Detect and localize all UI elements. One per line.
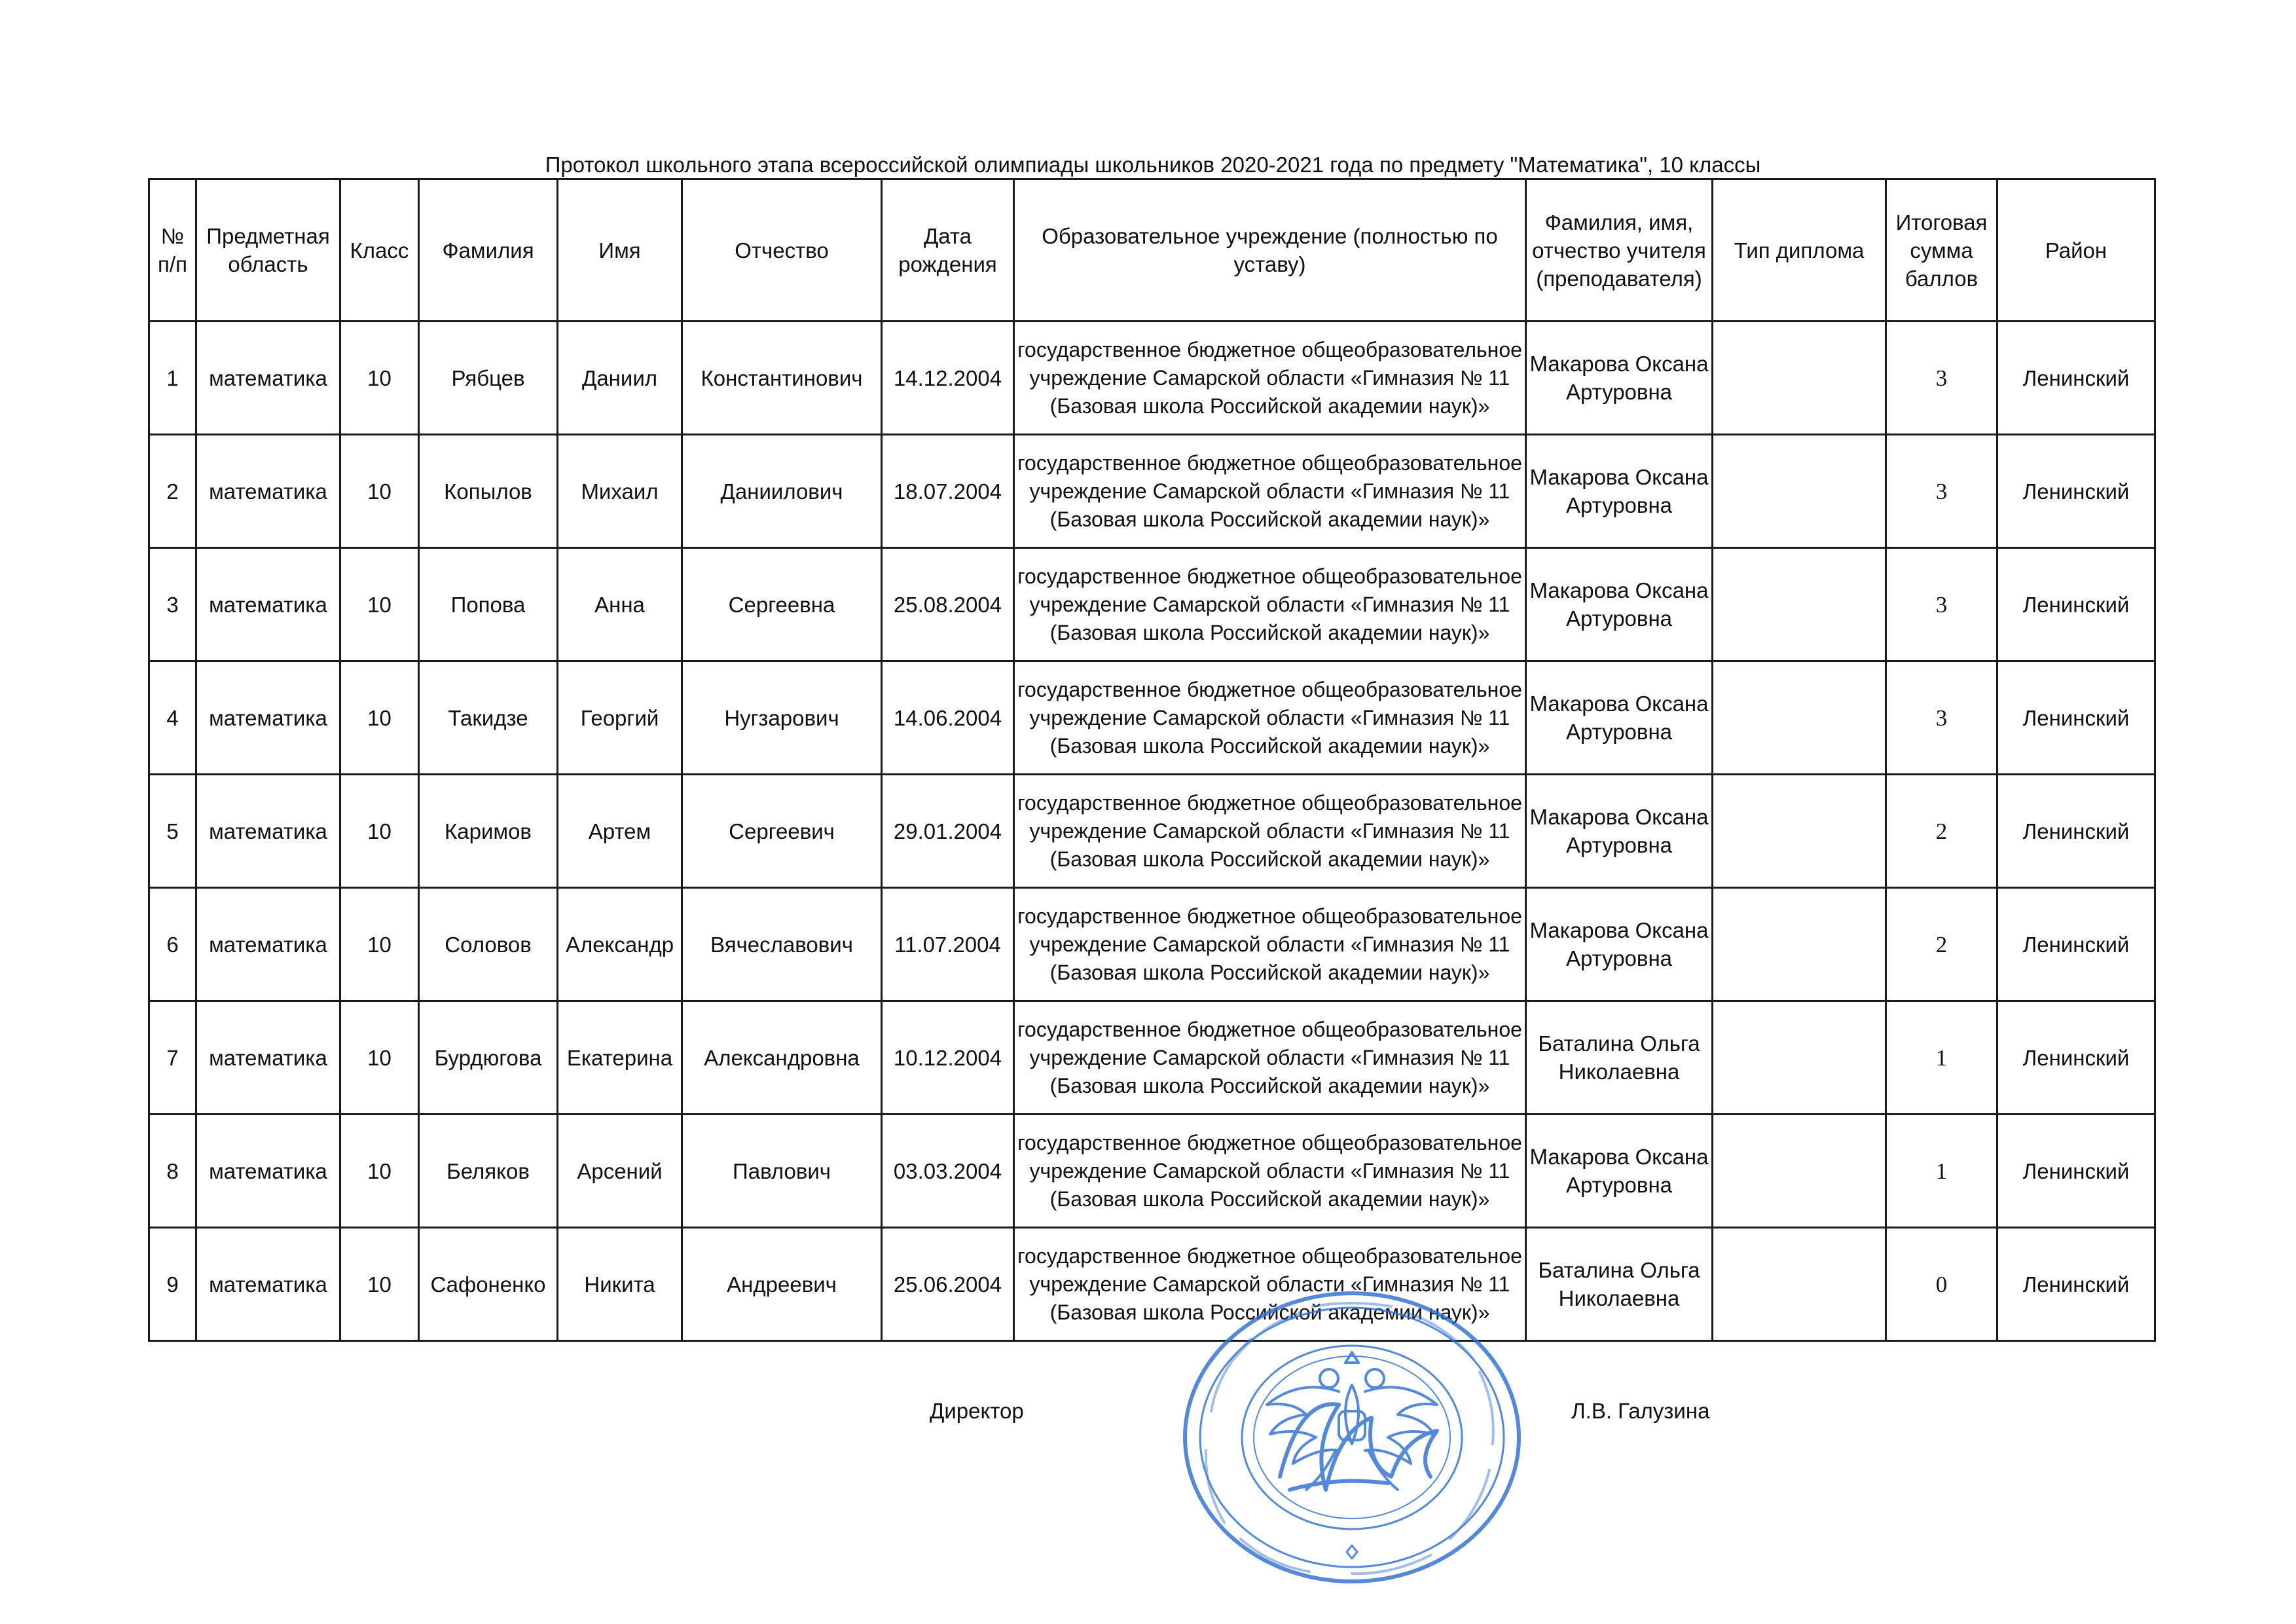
cell-name: Никита	[558, 1228, 682, 1341]
table-row	[149, 1228, 2155, 1341]
cell-grade: 10	[340, 1001, 419, 1115]
header-birthdate: Дата рождения	[882, 179, 1014, 322]
cell-teacher: Макарова Оксана Артуровна	[1526, 775, 1713, 888]
cell-school: государственное бюджетное общеобразовательное учреждение Самарской области «Гимназия № 11 (Базовая школа Российской академии наук)»	[1014, 888, 1526, 1001]
cell-grade: 10	[340, 548, 419, 661]
cell-number: 1	[149, 322, 196, 435]
header-diploma: Тип диплома	[1713, 179, 1886, 322]
header-score: Итоговая сумма баллов	[1886, 179, 1997, 322]
cell-score: 3	[1886, 435, 1997, 548]
cell-name: Георгий	[558, 661, 682, 775]
cell-subject: математика	[196, 661, 340, 775]
cell-surname: Каримов	[419, 775, 558, 888]
cell-number: 7	[149, 1001, 196, 1115]
cell-patronymic: Александровна	[682, 1001, 882, 1115]
table-row	[149, 1001, 2155, 1115]
cell-school: государственное бюджетное общеобразовательное учреждение Самарской области «Гимназия № 11 (Базовая школа Российской академии наук)»	[1014, 1228, 1526, 1341]
cell-name: Михаил	[558, 435, 682, 548]
cell-birthdate: 14.12.2004	[882, 322, 1014, 435]
cell-name: Александр	[558, 888, 682, 1001]
cell-patronymic: Вячеславович	[682, 888, 882, 1001]
cell-patronymic: Даниилович	[682, 435, 882, 548]
cell-teacher: Макарова Оксана Артуровна	[1526, 548, 1713, 661]
header-school: Образовательное учреждение (полностью по уставу)	[1014, 179, 1526, 322]
cell-patronymic: Андреевич	[682, 1228, 882, 1341]
cell-score: 0	[1886, 1228, 1997, 1341]
cell-number: 9	[149, 1228, 196, 1341]
cell-district: Ленинский	[1997, 1228, 2155, 1341]
cell-surname: Соловов	[419, 888, 558, 1001]
cell-diploma	[1713, 1228, 1886, 1341]
table-header-row	[149, 179, 2155, 322]
header-grade: Класс	[340, 179, 419, 322]
cell-score: 1	[1886, 1115, 1997, 1228]
cell-diploma	[1713, 775, 1886, 888]
cell-subject: математика	[196, 775, 340, 888]
cell-subject: математика	[196, 888, 340, 1001]
cell-name: Даниил	[558, 322, 682, 435]
cell-score: 2	[1886, 888, 1997, 1001]
cell-score: 3	[1886, 548, 1997, 661]
cell-birthdate: 03.03.2004	[882, 1115, 1014, 1228]
cell-number: 4	[149, 661, 196, 775]
cell-subject: математика	[196, 435, 340, 548]
cell-number: 2	[149, 435, 196, 548]
cell-patronymic: Павлович	[682, 1115, 882, 1228]
cell-grade: 10	[340, 888, 419, 1001]
cell-grade: 10	[340, 1228, 419, 1341]
cell-score: 3	[1886, 661, 1997, 775]
cell-surname: Копылов	[419, 435, 558, 548]
header-number: № п/п	[149, 179, 196, 322]
cell-subject: математика	[196, 322, 340, 435]
table-row	[149, 1115, 2155, 1228]
cell-subject: математика	[196, 1228, 340, 1341]
cell-patronymic: Константинович	[682, 322, 882, 435]
cell-grade: 10	[340, 1115, 419, 1228]
cell-patronymic: Нугзарович	[682, 661, 882, 775]
cell-birthdate: 25.08.2004	[882, 548, 1014, 661]
cell-district: Ленинский	[1997, 1001, 2155, 1115]
cell-name: Екатерина	[558, 1001, 682, 1115]
cell-patronymic: Сергеевич	[682, 775, 882, 888]
table-row	[149, 775, 2155, 888]
cell-birthdate: 10.12.2004	[882, 1001, 1014, 1115]
cell-district: Ленинский	[1997, 775, 2155, 888]
cell-school: государственное бюджетное общеобразовательное учреждение Самарской области «Гимназия № 11 (Базовая школа Российской академии наук)»	[1014, 435, 1526, 548]
header-district: Район	[1997, 179, 2155, 322]
cell-district: Ленинский	[1997, 661, 2155, 775]
header-patronymic: Отчество	[682, 179, 882, 322]
cell-diploma	[1713, 435, 1886, 548]
header-teacher: Фамилия, имя, отчество учителя (преподавателя)	[1526, 179, 1713, 322]
table-row	[149, 888, 2155, 1001]
cell-grade: 10	[340, 435, 419, 548]
cell-surname: Рябцев	[419, 322, 558, 435]
cell-number: 5	[149, 775, 196, 888]
cell-birthdate: 18.07.2004	[882, 435, 1014, 548]
cell-district: Ленинский	[1997, 548, 2155, 661]
cell-district: Ленинский	[1997, 322, 2155, 435]
cell-subject: математика	[196, 548, 340, 661]
cell-district: Ленинский	[1997, 1115, 2155, 1228]
signature-role: Директор	[930, 1399, 1024, 1423]
cell-birthdate: 11.07.2004	[882, 888, 1014, 1001]
cell-teacher: Макарова Оксана Артуровна	[1526, 322, 1713, 435]
header-subject: Предметная область	[196, 179, 340, 322]
cell-diploma	[1713, 1001, 1886, 1115]
cell-surname: Попова	[419, 548, 558, 661]
cell-diploma	[1713, 1115, 1886, 1228]
cell-teacher: Баталина Ольга Николаевна	[1526, 1228, 1713, 1341]
cell-district: Ленинский	[1997, 888, 2155, 1001]
header-name: Имя	[558, 179, 682, 322]
cell-teacher: Макарова Оксана Артуровна	[1526, 661, 1713, 775]
cell-diploma	[1713, 322, 1886, 435]
cell-score: 3	[1886, 322, 1997, 435]
cell-diploma	[1713, 548, 1886, 661]
results-table	[148, 178, 2156, 1342]
cell-number: 6	[149, 888, 196, 1001]
cell-surname: Бурдюгова	[419, 1001, 558, 1115]
table-row	[149, 661, 2155, 775]
table-row	[149, 322, 2155, 435]
cell-name: Арсений	[558, 1115, 682, 1228]
cell-subject: математика	[196, 1001, 340, 1115]
cell-score: 2	[1886, 775, 1997, 888]
cell-school: государственное бюджетное общеобразовательное учреждение Самарской области «Гимназия № 11 (Базовая школа Российской академии наук)»	[1014, 322, 1526, 435]
cell-score: 1	[1886, 1001, 1997, 1115]
cell-school: государственное бюджетное общеобразовательное учреждение Самарской области «Гимназия № 11 (Базовая школа Российской академии наук)»	[1014, 548, 1526, 661]
cell-number: 8	[149, 1115, 196, 1228]
cell-grade: 10	[340, 322, 419, 435]
cell-surname: Сафоненко	[419, 1228, 558, 1341]
cell-teacher: Макарова Оксана Артуровна	[1526, 435, 1713, 548]
cell-school: государственное бюджетное общеобразовательное учреждение Самарской области «Гимназия № 11 (Базовая школа Российской академии наук)»	[1014, 1001, 1526, 1115]
official-seal-icon	[1172, 1280, 1532, 1588]
cell-surname: Беляков	[419, 1115, 558, 1228]
cell-grade: 10	[340, 661, 419, 775]
table-row	[149, 435, 2155, 548]
cell-birthdate: 29.01.2004	[882, 775, 1014, 888]
cell-teacher: Макарова Оксана Артуровна	[1526, 888, 1713, 1001]
cell-district: Ленинский	[1997, 435, 2155, 548]
cell-name: Анна	[558, 548, 682, 661]
cell-grade: 10	[340, 775, 419, 888]
cell-teacher: Баталина Ольга Николаевна	[1526, 1001, 1713, 1115]
cell-school: государственное бюджетное общеобразовательное учреждение Самарской области «Гимназия № 11 (Базовая школа Российской академии наук)»	[1014, 1115, 1526, 1228]
cell-surname: Такидзе	[419, 661, 558, 775]
cell-school: государственное бюджетное общеобразовательное учреждение Самарской области «Гимназия № 11 (Базовая школа Российской академии наук)»	[1014, 775, 1526, 888]
cell-teacher: Макарова Оксана Артуровна	[1526, 1115, 1713, 1228]
cell-diploma	[1713, 661, 1886, 775]
cell-school: государственное бюджетное общеобразовательное учреждение Самарской области «Гимназия № 11 (Базовая школа Российской академии наук)»	[1014, 661, 1526, 775]
cell-patronymic: Сергеевна	[682, 548, 882, 661]
document-title: Протокол школьного этапа всероссийской олимпиады школьников 2020-2021 года по предмету "Математика", 10 классы	[545, 153, 1761, 177]
signature-name: Л.В. Галузина	[1571, 1399, 1710, 1423]
cell-birthdate: 25.06.2004	[882, 1228, 1014, 1341]
table-row	[149, 548, 2155, 661]
cell-subject: математика	[196, 1115, 340, 1228]
cell-birthdate: 14.06.2004	[882, 661, 1014, 775]
header-surname: Фамилия	[419, 179, 558, 322]
cell-number: 3	[149, 548, 196, 661]
cell-name: Артем	[558, 775, 682, 888]
cell-diploma	[1713, 888, 1886, 1001]
